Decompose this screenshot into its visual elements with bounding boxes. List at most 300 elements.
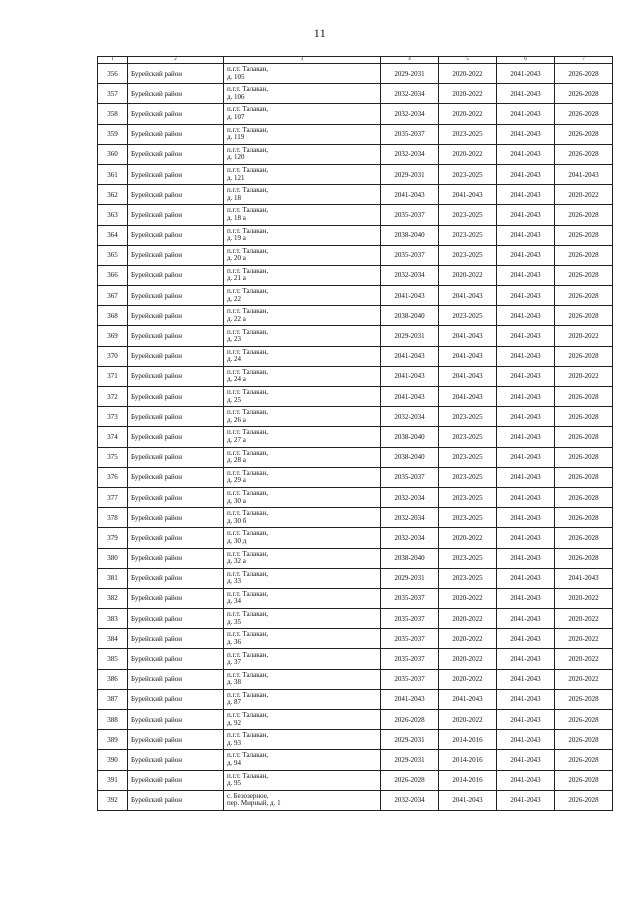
period-col-6: 2041-2043 (497, 205, 555, 225)
address-line-1: п.г.т. Талакан, (227, 105, 269, 114)
period-col-4: 2029-2031 (381, 750, 439, 770)
period-col-5: 2023-2025 (439, 548, 497, 568)
period-col-4: 2032-2034 (381, 104, 439, 124)
address-line-1: п.г.т. Талакан, (227, 468, 269, 477)
period-col-6: 2041-2043 (497, 427, 555, 447)
address-line-2: д. 36 (227, 637, 242, 646)
period-col-6: 2041-2043 (497, 346, 555, 366)
district-name: Бурейский район (128, 265, 224, 285)
period-col-7: 2026-2028 (555, 467, 613, 487)
row-number: 368 (98, 306, 128, 326)
period-col-7: 2026-2028 (555, 205, 613, 225)
period-col-5: 2041-2043 (439, 790, 497, 810)
row-number: 361 (98, 164, 128, 184)
address-line-1: п.г.т. Талакан, (227, 549, 269, 558)
row-number: 375 (98, 447, 128, 467)
table-row (98, 629, 613, 649)
table-row (98, 407, 613, 427)
period-col-7: 2041-2043 (555, 164, 613, 184)
address-line-2: д. 105 (227, 72, 245, 81)
table-row (98, 689, 613, 709)
table-row (98, 164, 613, 184)
period-col-5: 2020-2022 (439, 588, 497, 608)
address-line-1: п.г.т. Талакан, (227, 630, 269, 639)
period-col-5: 2041-2043 (439, 326, 497, 346)
address (224, 185, 381, 205)
district-name: Бурейский район (128, 790, 224, 810)
address (224, 306, 381, 326)
address-line-1: п.г.т. Талакан, (227, 610, 269, 619)
address-line-1: п.г.т. Талакан, (227, 186, 269, 195)
period-col-4: 2041-2043 (381, 346, 439, 366)
period-col-4: 2032-2034 (381, 487, 439, 507)
period-col-7: 2026-2028 (555, 84, 613, 104)
address-line-1: п.г.т. Талакан, (227, 307, 269, 316)
table-row (98, 508, 613, 528)
period-col-6: 2041-2043 (497, 730, 555, 750)
address (224, 528, 381, 548)
period-col-5: 2014-2016 (439, 770, 497, 790)
table-row (98, 64, 613, 84)
address (224, 265, 381, 285)
address-line-1: п.г.т. Талакан, (227, 509, 269, 518)
table-row (98, 427, 613, 447)
address-line-2: д. 33 (227, 577, 242, 586)
row-number: 377 (98, 487, 128, 507)
table-row (98, 568, 613, 588)
district-name: Бурейский район (128, 588, 224, 608)
period-col-6: 2041-2043 (497, 689, 555, 709)
address-line-2: д. 37 (227, 658, 242, 667)
period-col-4: 2029-2031 (381, 64, 439, 84)
table-row (98, 205, 613, 225)
address-line-2: д. 95 (227, 779, 242, 788)
table-row (98, 609, 613, 629)
header-col-6: 6 (497, 57, 555, 64)
address (224, 427, 381, 447)
row-number: 369 (98, 326, 128, 346)
table-row (98, 588, 613, 608)
district-name: Бурейский район (128, 750, 224, 770)
address-line-2: д. 22 (227, 294, 242, 303)
period-col-5: 2023-2025 (439, 164, 497, 184)
district-name: Бурейский район (128, 407, 224, 427)
address-line-2: д. 19 а (227, 234, 246, 243)
period-col-6: 2041-2043 (497, 225, 555, 245)
district-name: Бурейский район (128, 205, 224, 225)
period-col-6: 2041-2043 (497, 669, 555, 689)
period-col-7: 2026-2028 (555, 124, 613, 144)
row-number: 381 (98, 568, 128, 588)
period-col-7: 2026-2028 (555, 689, 613, 709)
period-col-5: 2020-2022 (439, 104, 497, 124)
address-line-1: п.г.т. Талакан, (227, 690, 269, 699)
address-line-2: д. 30 д (227, 536, 247, 545)
district-name: Бурейский район (128, 286, 224, 306)
period-col-5: 2020-2022 (439, 528, 497, 548)
period-col-5: 2020-2022 (439, 710, 497, 730)
period-col-5: 2020-2022 (439, 265, 497, 285)
address-line-2: д. 22 а (227, 314, 246, 323)
period-col-7: 2020-2022 (555, 669, 613, 689)
district-name: Бурейский район (128, 64, 224, 84)
table-row (98, 185, 613, 205)
period-col-4: 2032-2034 (381, 790, 439, 810)
address (224, 508, 381, 528)
period-col-7: 2026-2028 (555, 770, 613, 790)
period-col-7: 2026-2028 (555, 710, 613, 730)
period-col-7: 2026-2028 (555, 508, 613, 528)
header-col-3: 3 (224, 57, 381, 64)
address-line-2: пер. Мирный, д. 1 (227, 799, 281, 808)
row-number: 386 (98, 669, 128, 689)
period-col-6: 2041-2043 (497, 64, 555, 84)
period-col-6: 2041-2043 (497, 84, 555, 104)
period-col-7: 2020-2022 (555, 326, 613, 346)
row-number: 356 (98, 64, 128, 84)
period-col-4: 2041-2043 (381, 366, 439, 386)
address (224, 64, 381, 84)
period-col-4: 2035-2037 (381, 467, 439, 487)
period-col-6: 2041-2043 (497, 508, 555, 528)
period-col-5: 2020-2022 (439, 609, 497, 629)
period-col-7: 2020-2022 (555, 366, 613, 386)
address-line-1: п.г.т. Талакан, (227, 670, 269, 679)
address-line-2: д. 92 (227, 718, 242, 727)
table-row (98, 84, 613, 104)
row-number: 376 (98, 467, 128, 487)
address-line-2: д. 24 (227, 355, 242, 364)
period-col-4: 2032-2034 (381, 508, 439, 528)
period-col-7: 2026-2028 (555, 265, 613, 285)
district-name: Бурейский район (128, 104, 224, 124)
period-col-7: 2026-2028 (555, 225, 613, 245)
period-col-7: 2026-2028 (555, 306, 613, 326)
address (224, 467, 381, 487)
address-line-2: д. 29 а (227, 476, 246, 485)
period-col-5: 2014-2016 (439, 730, 497, 750)
address-line-2: д. 26 а (227, 415, 246, 424)
address (224, 205, 381, 225)
address (224, 770, 381, 790)
period-col-7: 2020-2022 (555, 588, 613, 608)
page-number: 11 (313, 26, 327, 40)
table-row (98, 326, 613, 346)
address (224, 124, 381, 144)
address-line-2: д. 20 а (227, 254, 246, 263)
table-row (98, 730, 613, 750)
period-col-4: 2029-2031 (381, 568, 439, 588)
district-name: Бурейский район (128, 427, 224, 447)
address (224, 568, 381, 588)
address-line-1: п.г.т. Талакан, (227, 65, 269, 74)
period-col-4: 2038-2040 (381, 225, 439, 245)
row-number: 378 (98, 508, 128, 528)
address-line-2: д. 87 (227, 698, 242, 707)
address (224, 588, 381, 608)
period-col-4: 2029-2031 (381, 730, 439, 750)
district-name: Бурейский район (128, 245, 224, 265)
address (224, 225, 381, 245)
address-line-1: п.г.т. Талакан, (227, 246, 269, 255)
period-col-6: 2041-2043 (497, 447, 555, 467)
address-line-1: п.г.т. Талакан, (227, 408, 269, 417)
table-row (98, 467, 613, 487)
address (224, 447, 381, 467)
row-number: 392 (98, 790, 128, 810)
period-col-6: 2041-2043 (497, 487, 555, 507)
period-col-6: 2041-2043 (497, 265, 555, 285)
period-col-7: 2026-2028 (555, 245, 613, 265)
period-col-6: 2041-2043 (497, 790, 555, 810)
period-col-6: 2041-2043 (497, 629, 555, 649)
period-col-7: 2026-2028 (555, 730, 613, 750)
table-row (98, 548, 613, 568)
district-name: Бурейский район (128, 528, 224, 548)
period-col-4: 2035-2037 (381, 245, 439, 265)
table-row (98, 750, 613, 770)
period-col-5: 2014-2016 (439, 750, 497, 770)
period-col-4: 2038-2040 (381, 427, 439, 447)
table-row (98, 144, 613, 164)
address (224, 286, 381, 306)
period-col-6: 2041-2043 (497, 750, 555, 770)
period-col-7: 2020-2022 (555, 609, 613, 629)
table-header (98, 57, 613, 64)
table-body (98, 64, 613, 811)
period-col-5: 2023-2025 (439, 124, 497, 144)
address-line-2: д. 25 (227, 395, 242, 404)
period-col-5: 2041-2043 (439, 689, 497, 709)
district-name: Бурейский район (128, 447, 224, 467)
address (224, 750, 381, 770)
table-row (98, 790, 613, 810)
period-col-4: 2041-2043 (381, 286, 439, 306)
address-line-1: п.г.т. Талакан, (227, 589, 269, 598)
header-col-1: 1 (98, 57, 128, 64)
address-line-2: д. 93 (227, 738, 242, 747)
address-line-1: п.г.т. Талакан, (227, 347, 269, 356)
period-col-7: 2026-2028 (555, 790, 613, 810)
address-line-2: д. 30 б (227, 516, 247, 525)
address-line-1: п.г.т. Талакан, (227, 266, 269, 275)
address (224, 144, 381, 164)
address-line-1: п.г.т. Талакан, (227, 650, 269, 659)
address-line-2: д. 18 (227, 193, 242, 202)
district-name: Бурейский район (128, 710, 224, 730)
table-row (98, 669, 613, 689)
period-col-6: 2041-2043 (497, 185, 555, 205)
period-col-6: 2041-2043 (497, 407, 555, 427)
address (224, 366, 381, 386)
period-col-6: 2041-2043 (497, 144, 555, 164)
period-col-4: 2041-2043 (381, 185, 439, 205)
district-name: Бурейский район (128, 387, 224, 407)
period-col-5: 2023-2025 (439, 467, 497, 487)
period-col-4: 2038-2040 (381, 447, 439, 467)
address (224, 710, 381, 730)
period-col-4: 2035-2037 (381, 588, 439, 608)
period-col-4: 2032-2034 (381, 528, 439, 548)
period-col-6: 2041-2043 (497, 770, 555, 790)
row-number: 391 (98, 770, 128, 790)
period-col-7: 2026-2028 (555, 387, 613, 407)
address-line-1: п.г.т. Талакан, (227, 166, 269, 175)
period-col-5: 2020-2022 (439, 649, 497, 669)
period-col-4: 2032-2034 (381, 407, 439, 427)
address (224, 790, 381, 810)
row-number: 362 (98, 185, 128, 205)
district-name: Бурейский район (128, 487, 224, 507)
table-row (98, 366, 613, 386)
address-line-2: д. 30 а (227, 496, 246, 505)
address-line-2: д. 119 (227, 133, 245, 142)
period-col-4: 2041-2043 (381, 689, 439, 709)
period-col-6: 2041-2043 (497, 326, 555, 346)
period-col-6: 2041-2043 (497, 124, 555, 144)
address-line-1: п.г.т. Талакан, (227, 428, 269, 437)
period-col-5: 2020-2022 (439, 64, 497, 84)
address-line-2: д. 35 (227, 617, 242, 626)
address-line-2: д. 38 (227, 678, 242, 687)
period-col-5: 2041-2043 (439, 346, 497, 366)
table-row (98, 286, 613, 306)
address-line-1: п.г.т. Талакан, (227, 751, 269, 760)
address-line-1: п.г.т. Талакан, (227, 367, 269, 376)
period-col-5: 2020-2022 (439, 84, 497, 104)
address-line-2: д. 107 (227, 112, 245, 121)
period-col-5: 2023-2025 (439, 427, 497, 447)
district-name: Бурейский район (128, 669, 224, 689)
row-number: 370 (98, 346, 128, 366)
period-col-6: 2041-2043 (497, 548, 555, 568)
district-name: Бурейский район (128, 770, 224, 790)
period-col-4: 2038-2040 (381, 548, 439, 568)
period-col-7: 2026-2028 (555, 528, 613, 548)
table-row (98, 225, 613, 245)
table-row (98, 265, 613, 285)
table-row (98, 346, 613, 366)
row-number: 388 (98, 710, 128, 730)
register-table (97, 56, 613, 811)
table-row (98, 649, 613, 669)
period-col-7: 2026-2028 (555, 427, 613, 447)
period-col-5: 2023-2025 (439, 487, 497, 507)
table-row (98, 124, 613, 144)
row-number: 390 (98, 750, 128, 770)
period-col-7: 2026-2028 (555, 750, 613, 770)
period-col-5: 2023-2025 (439, 568, 497, 588)
district-name: Бурейский район (128, 306, 224, 326)
period-col-6: 2041-2043 (497, 467, 555, 487)
address-line-2: д. 94 (227, 758, 242, 767)
period-col-6: 2041-2043 (497, 609, 555, 629)
period-col-4: 2038-2040 (381, 306, 439, 326)
district-name: Бурейский район (128, 467, 224, 487)
row-number: 357 (98, 84, 128, 104)
period-col-4: 2035-2037 (381, 609, 439, 629)
address-line-1: п.г.т. Талакан, (227, 731, 269, 740)
period-col-7: 2026-2028 (555, 346, 613, 366)
address (224, 84, 381, 104)
row-number: 384 (98, 629, 128, 649)
period-col-7: 2026-2028 (555, 144, 613, 164)
address-line-2: д. 21 а (227, 274, 246, 283)
district-name: Бурейский район (128, 730, 224, 750)
period-col-6: 2041-2043 (497, 366, 555, 386)
row-number: 372 (98, 387, 128, 407)
row-number: 383 (98, 609, 128, 629)
header-col-2: 2 (128, 57, 224, 64)
row-number: 382 (98, 588, 128, 608)
period-col-6: 2041-2043 (497, 528, 555, 548)
address-line-1: п.г.т. Талакан, (227, 448, 269, 457)
period-col-4: 2035-2037 (381, 649, 439, 669)
period-col-4: 2041-2043 (381, 387, 439, 407)
district-name: Бурейский район (128, 225, 224, 245)
address (224, 689, 381, 709)
period-col-4: 2026-2028 (381, 710, 439, 730)
header-col-4: 4 (381, 57, 439, 64)
address-line-2: д. 28 а (227, 456, 246, 465)
period-col-4: 2032-2034 (381, 84, 439, 104)
period-col-7: 2041-2043 (555, 568, 613, 588)
period-col-5: 2041-2043 (439, 286, 497, 306)
period-col-5: 2023-2025 (439, 447, 497, 467)
period-col-5: 2023-2025 (439, 225, 497, 245)
row-number: 364 (98, 225, 128, 245)
address (224, 387, 381, 407)
district-name: Бурейский район (128, 568, 224, 588)
address-line-2: д. 23 (227, 335, 242, 344)
table-row (98, 487, 613, 507)
row-number: 367 (98, 286, 128, 306)
period-col-4: 2029-2031 (381, 326, 439, 346)
period-col-5: 2023-2025 (439, 245, 497, 265)
row-number: 371 (98, 366, 128, 386)
district-name: Бурейский район (128, 689, 224, 709)
period-col-6: 2041-2043 (497, 164, 555, 184)
period-col-5: 2023-2025 (439, 407, 497, 427)
address (224, 649, 381, 669)
address-line-1: п.г.т. Талакан, (227, 771, 269, 780)
period-col-6: 2041-2043 (497, 306, 555, 326)
district-name: Бурейский район (128, 508, 224, 528)
address (224, 669, 381, 689)
district-name: Бурейский район (128, 649, 224, 669)
address-line-1: п.г.т. Талакан, (227, 226, 269, 235)
period-col-5: 2020-2022 (439, 669, 497, 689)
address-line-2: д. 32 а (227, 557, 246, 566)
header-col-5: 5 (439, 57, 497, 64)
address-line-1: п.г.т. Талакан, (227, 206, 269, 215)
district-name: Бурейский район (128, 124, 224, 144)
table-row (98, 770, 613, 790)
address (224, 730, 381, 750)
period-col-6: 2041-2043 (497, 588, 555, 608)
period-col-4: 2032-2034 (381, 265, 439, 285)
period-col-5: 2041-2043 (439, 366, 497, 386)
district-name: Бурейский район (128, 609, 224, 629)
district-name: Бурейский район (128, 629, 224, 649)
row-number: 385 (98, 649, 128, 669)
period-col-6: 2041-2043 (497, 104, 555, 124)
period-col-7: 2020-2022 (555, 185, 613, 205)
period-col-4: 2035-2037 (381, 124, 439, 144)
row-number: 365 (98, 245, 128, 265)
address-line-1: п.г.т. Талакан, (227, 489, 269, 498)
district-name: Бурейский район (128, 164, 224, 184)
